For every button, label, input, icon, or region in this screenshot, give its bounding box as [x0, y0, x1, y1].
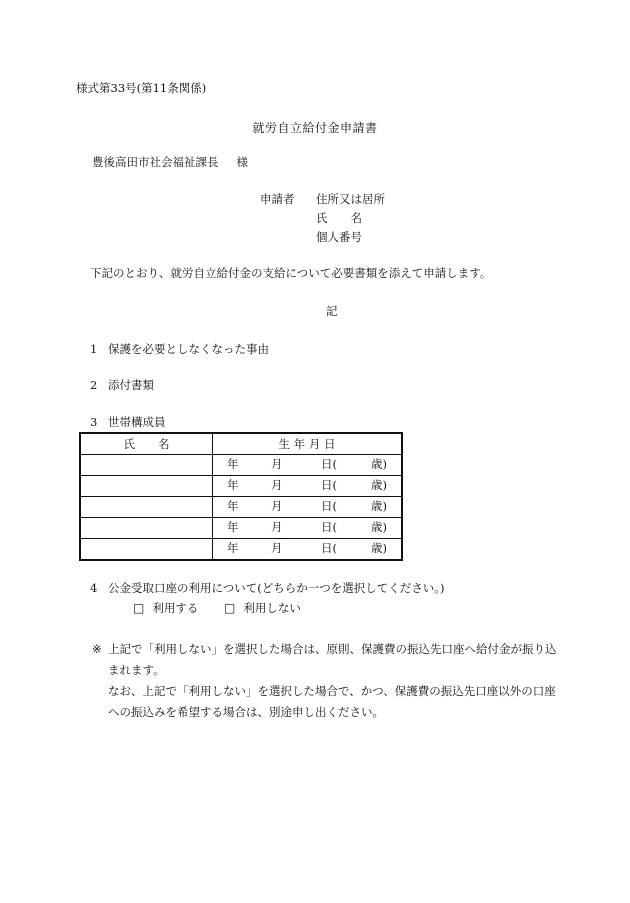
document-title: 就労自立給付金申請書: [252, 121, 378, 135]
item-number: 3: [90, 415, 98, 429]
item-household-members: [90, 417, 166, 429]
application-statement: 下記のとおり、就労自立給付金の支給について必要書類を添えて申請します。: [90, 266, 492, 280]
applicant-id-number-label: 個人番号: [316, 230, 362, 244]
date-month-label: 月: [271, 499, 283, 513]
note-paragraph-1: 上記で「利用しない」を選択した場合は、原則、保護費の振込先口座へ給付金が振り込まれます。: [108, 642, 557, 677]
household-member-table: [79, 432, 403, 561]
table-row: [80, 455, 402, 476]
addressee-name: 豊後高田市社会福祉課長: [92, 155, 219, 169]
note-mark: ※: [92, 642, 102, 656]
checkbox-not-use[interactable]: □: [224, 601, 236, 615]
date-age-label: 歳): [371, 541, 387, 555]
member-name-cell[interactable]: [80, 497, 213, 518]
applicant-label: 申請者: [260, 192, 295, 206]
table-row: [80, 497, 402, 518]
birthdate-column-header: 生 年 月 日: [213, 433, 403, 455]
item-reason: [90, 344, 269, 356]
applicant-address-label: 住所又は居所: [316, 192, 385, 206]
date-year-label: 年: [227, 457, 239, 471]
item-label: 添付書類: [108, 378, 154, 392]
table-header-row: [80, 433, 402, 455]
item-number: 2: [90, 378, 98, 392]
member-name-cell[interactable]: [80, 476, 213, 497]
name-column-header: 氏 名: [80, 433, 213, 455]
date-age-label: 歳): [371, 457, 387, 471]
account-choice-group: [133, 602, 323, 615]
note-paragraph-2: なお、上記で「利用しない」を選択した場合で、かつ、保護費の振込先口座以外の口座への振込みを希望する場合は、別途申し出ください。: [108, 684, 556, 719]
item-number: 4: [90, 581, 98, 595]
date-month-label: 月: [271, 541, 283, 555]
item-public-account: [90, 583, 445, 595]
date-day-label: 日(: [321, 478, 337, 492]
applicant-name-label: 氏 名: [316, 211, 362, 225]
item-label: 保護を必要としなくなった事由: [108, 342, 269, 356]
table-row: [80, 476, 402, 497]
date-month-label: 月: [271, 457, 283, 471]
addressee: [92, 157, 248, 169]
member-name-cell[interactable]: [80, 455, 213, 476]
checkbox-use[interactable]: □: [133, 601, 145, 615]
choice-use[interactable]: [133, 602, 198, 615]
member-birthdate-cell[interactable]: [213, 497, 403, 518]
item-label: 公金受取口座の利用について(どちらか一つを選択してください。): [108, 581, 445, 595]
date-day-label: 日(: [321, 499, 337, 513]
member-name-cell[interactable]: [80, 518, 213, 539]
note-block: [92, 639, 562, 723]
date-day-label: 日(: [321, 457, 337, 471]
date-day-label: 日(: [321, 541, 337, 555]
ki-heading: 記: [326, 304, 338, 318]
choice-use-label: 利用する: [152, 601, 199, 615]
member-name-cell[interactable]: [80, 539, 213, 561]
member-birthdate-cell[interactable]: [213, 539, 403, 561]
member-birthdate-cell[interactable]: [213, 518, 403, 539]
member-birthdate-cell[interactable]: [213, 455, 403, 476]
choice-not-use-label: 利用しない: [243, 601, 301, 615]
item-number: 1: [90, 342, 98, 356]
table-row: [80, 539, 402, 561]
member-birthdate-cell[interactable]: [213, 476, 403, 497]
item-attachments: [90, 380, 154, 392]
date-year-label: 年: [227, 478, 239, 492]
table-row: [80, 518, 402, 539]
date-year-label: 年: [227, 520, 239, 534]
item-label: 世帯構成員: [108, 415, 166, 429]
date-day-label: 日(: [321, 520, 337, 534]
addressee-honorific: 様: [236, 155, 248, 169]
date-year-label: 年: [227, 499, 239, 513]
date-age-label: 歳): [371, 478, 387, 492]
date-month-label: 月: [271, 520, 283, 534]
date-year-label: 年: [227, 541, 239, 555]
date-age-label: 歳): [371, 499, 387, 513]
form-number: 様式第33号(第11条関係): [76, 81, 207, 95]
date-month-label: 月: [271, 478, 283, 492]
date-age-label: 歳): [371, 520, 387, 534]
choice-not-use[interactable]: [224, 602, 301, 615]
